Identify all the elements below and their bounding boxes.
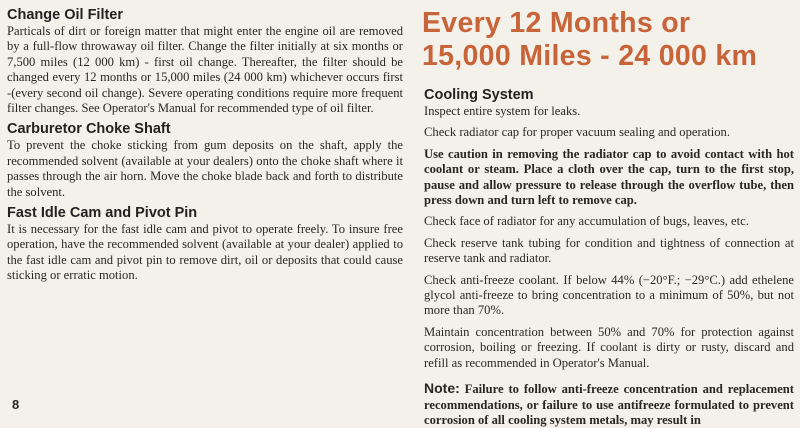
body-change-oil-filter: Particals of dirt or foreign matter that might enter the engine oil are removed by a full-flow throwaway oil filter. Change the filter initially at six months or 7,500 miles (12 000 km) - first oil change. Thereafter, the filter should be changed every 12 months or 15,000 miles (24 000 km) whichever occurs first -(every second oil change). Severe operating conditions require more frequent filter changes. See Operator's Manual for recommended type of oil filter.	[7, 24, 403, 116]
interval-title-line2: 15,000 Miles - 24 000 km	[422, 40, 758, 72]
heading-change-oil-filter: Change Oil Filter	[7, 7, 124, 23]
right-column	[424, 6, 794, 428]
note-label: Note:	[424, 380, 460, 397]
left-column	[7, 6, 403, 284]
cooling-note	[424, 381, 794, 428]
cooling-intro: Inspect entire system for leaks.	[424, 104, 581, 118]
heading-fast-idle-cam: Fast Idle Cam and Pivot Pin	[7, 205, 198, 222]
cooling-radiator-face: Check face of radiator for any accumulation of bugs, leaves, etc.	[424, 214, 749, 229]
note-text: Failure to follow anti-freeze concentration and replacement recommendations, or failure to use antifreeze formulated to prevent corrosion of all cooling system metals, may result in	[424, 382, 794, 427]
cooling-anti-freeze: Check anti-freeze coolant. If below 44% (−20°F.; −29°C.) add ethelene glycol anti-freeze to bring concentration to a minimum of 50%, but not more than 70%.	[424, 272, 794, 318]
cooling-reserve-tank: Check reserve tank tubing for condition and tightness of connection at reserve tank and radiator.	[424, 235, 794, 266]
cooling-concentration: Maintain concentration between 50% and 70% for protection against corrosion, boiling or freezing. If coolant is dirty or rusty, discard and refill as recommended in Operator's Manual.	[424, 324, 794, 370]
page-number: 8	[12, 397, 20, 412]
body-carburetor-choke-shaft: To prevent the choke sticking from gum deposits on the shaft, apply the recommended solvent (available at your dealers) onto the choke shaft where it passes through the air horn. Move the choke blade back and forth to distribute the solvent.	[7, 138, 403, 199]
body-fast-idle-cam: It is necessary for the fast idle cam and pivot to operate freely. To insure free operation, have the recommended solvent (available at your dealer) applied to the fast idle cam and pivot pin to remove dirt, oil or deposits that could cause sticking or erratic motion.	[7, 222, 403, 283]
interval-title-line1: Every 12 Months or	[422, 7, 691, 39]
cooling-caution: Use caution in removing the radiator cap to avoid contact with hot coolant or steam. Place a cloth over the cap, turn to the first stop, pause and allow pressure to release through the overflow tube, then press down and turn left to remove cap.	[424, 146, 794, 208]
heading-carburetor-choke-shaft: Carburetor Choke Shaft	[7, 121, 171, 138]
heading-cooling-system: Cooling System	[424, 87, 534, 103]
cooling-radiator-cap: Check radiator cap for proper vacuum sealing and operation.	[424, 125, 730, 140]
